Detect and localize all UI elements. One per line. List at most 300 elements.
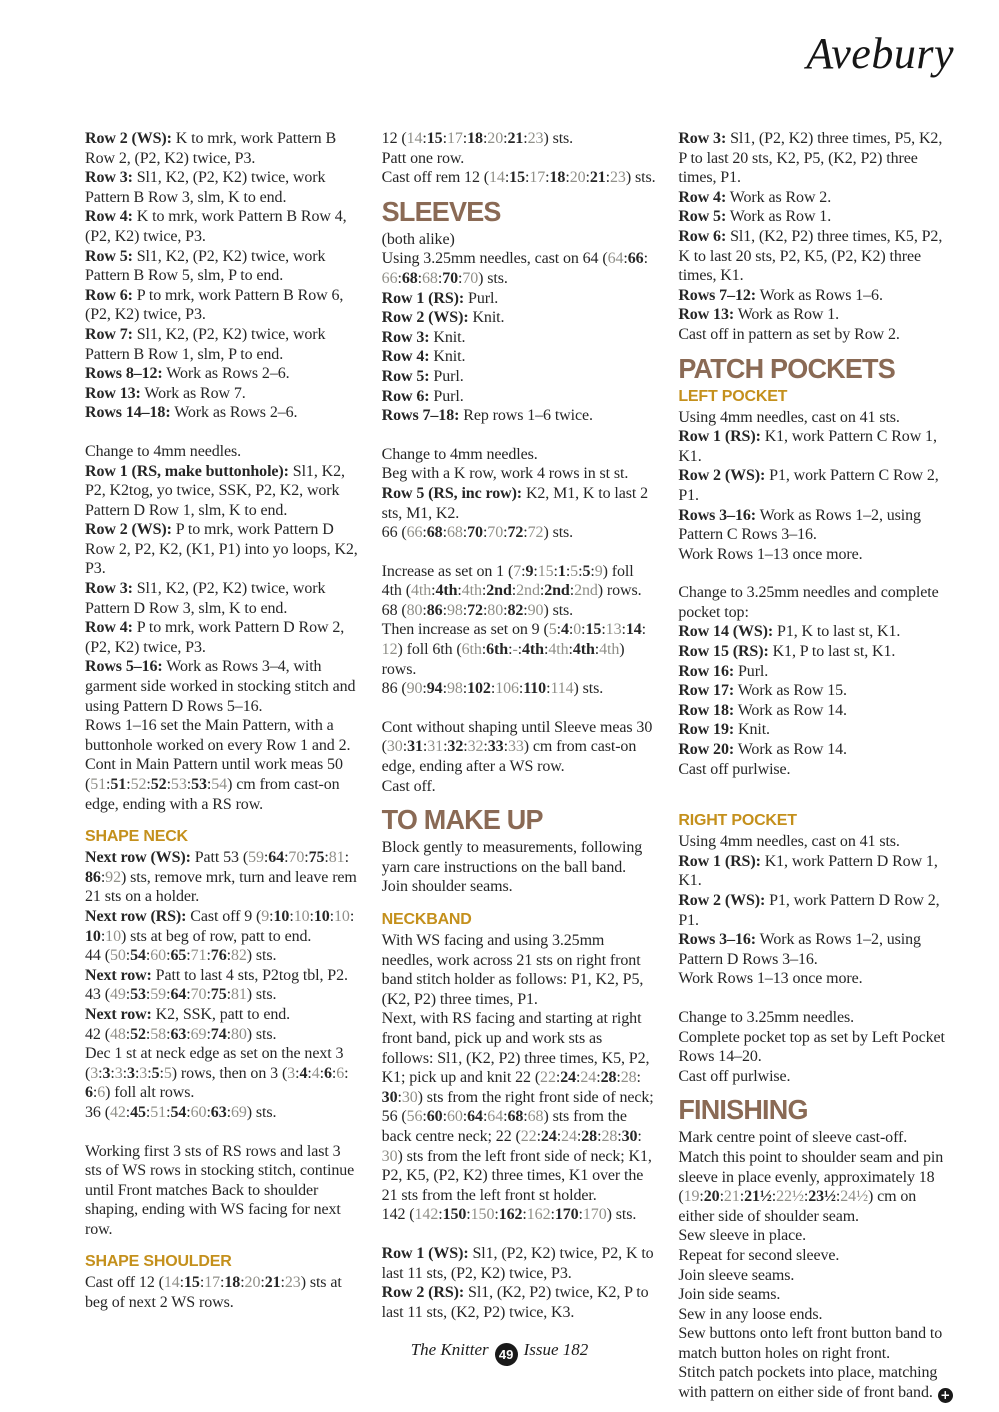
end-of-pattern-icon: + (938, 1388, 953, 1403)
body-text: Then increase as set on 9 (381, 621, 544, 639)
size-value: 81 (328, 849, 345, 867)
paragraph (678, 506, 954, 545)
size-list: (22:24:24:28:28:30:30) (381, 1127, 642, 1165)
size-value: 110 (523, 680, 547, 698)
size-value: 80 (487, 601, 504, 619)
paragraph (382, 464, 658, 484)
body-text: Sew buttons onto left front button band to match button holes on right front. (678, 1325, 943, 1362)
row-label: Row 2 (RS): (381, 1284, 465, 1302)
paragraph-gap (382, 543, 658, 562)
size-value: 72 (507, 524, 524, 542)
body-text: Work as Row 1. (726, 208, 832, 226)
body-text: Sl1, (K2, P2) twice, K2, P to last 11 sts, (K2, P2) twice, K3. (381, 1284, 649, 1321)
paragraph (382, 406, 658, 426)
paragraph (382, 877, 658, 897)
section-heading: PATCH POCKETS (678, 352, 895, 384)
paragraph-gap (678, 779, 954, 798)
body-text: Cont without shaping until Sleeve meas 30 (381, 718, 653, 736)
size-value: 4 (299, 1064, 308, 1082)
size-list: (48:52:58:63:69:74:80) (104, 1025, 253, 1043)
body-text: Block gently to measurements, following yarn care instructions on the ball band. (381, 839, 643, 876)
size-value: 6th (461, 641, 482, 659)
body-text: P to mrk, work Pattern B Row 6, (P2, K2) twice, P3. (85, 286, 344, 324)
body-text: Cast off purlwise. (678, 1067, 791, 1085)
size-value: 15 (184, 1274, 200, 1292)
paragraph (678, 325, 954, 345)
body-text: Beg with a K row, work 4 rows in st st. (381, 465, 629, 483)
size-value: 15 (509, 169, 525, 187)
paragraph (678, 1226, 954, 1246)
size-value: 90 (527, 601, 544, 619)
paragraph (382, 1244, 658, 1283)
size-value: 65 (170, 947, 187, 965)
size-value: 31 (427, 738, 444, 756)
body-text: K1, work Pattern C Row 1, K1. (678, 428, 937, 465)
size-list: (19:20:21:21½:22½:23½:24½) (678, 1188, 874, 1206)
body-text: Using 4mm needles, cast on 41 sts. (678, 833, 900, 851)
size-value: 3 (90, 1064, 99, 1082)
size-list: (14:15:17:18:20:21:23) (401, 130, 549, 147)
size-value: 68 (401, 269, 418, 287)
size-value: 4th (522, 641, 544, 659)
size-value: 24 (580, 1069, 597, 1087)
size-value: 54 (130, 947, 146, 965)
size-value: 71 (190, 947, 207, 965)
body-text: sts, remove mrk, turn and leave rem 21 sts on a holder. (85, 868, 357, 906)
size-value: 17 (204, 1274, 221, 1292)
body-text: Work as Row 7. (140, 384, 246, 402)
body-text: 66 (381, 524, 402, 542)
page-header (0, 0, 999, 85)
row-label: Rows 8–12: (85, 365, 163, 383)
body-text: P1, work Pattern D Row 2, P1. (678, 892, 940, 929)
size-value: 4th (572, 641, 595, 659)
paragraph (678, 545, 954, 565)
paragraph (678, 1028, 954, 1067)
size-value: 30 (621, 1127, 638, 1145)
body-text: 44 (85, 947, 105, 965)
body-text: Join sleeve seams. (678, 1266, 795, 1284)
size-value: 51 (150, 1103, 167, 1121)
row-label: Row 16: (678, 662, 735, 680)
paragraph (85, 1044, 361, 1103)
size-value: 80 (406, 601, 423, 619)
size-value: 28 (581, 1127, 598, 1145)
body-text: Cast off 9 (186, 907, 257, 925)
size-value: 4 (560, 621, 569, 639)
size-list: (9:10:10:10:10:10:10) (85, 907, 355, 945)
body-text: sts. (252, 1025, 277, 1043)
size-value: 81 (230, 986, 247, 1004)
paragraph (382, 1009, 658, 1205)
size-value: 54 (211, 776, 228, 793)
size-value: 14 (406, 130, 423, 147)
body-text: Work as Row 2. (726, 188, 832, 206)
paragraph (85, 946, 361, 966)
section-heading: FINISHING (678, 1094, 808, 1126)
size-list: (51:51:52:52:53:53:54) (85, 776, 233, 793)
paragraph (382, 718, 658, 777)
size-value: 53 (130, 986, 146, 1004)
size-value: 45 (130, 1103, 146, 1121)
size-value: 6 (97, 1084, 106, 1102)
body-text: Purl. (429, 387, 464, 405)
size-value: 28 (601, 1127, 618, 1145)
size-value: 59 (150, 986, 167, 1004)
paragraph (85, 618, 361, 657)
size-value: 170 (554, 1206, 579, 1224)
size-value: 14 (489, 169, 505, 187)
paragraph (678, 466, 954, 505)
paragraph (678, 286, 954, 306)
paragraph (382, 620, 658, 679)
size-value: 14 (163, 1274, 180, 1292)
paragraph-gap (85, 1123, 361, 1142)
size-value: 60 (190, 1103, 207, 1121)
size-value: 33 (487, 738, 504, 756)
paragraph (678, 1363, 954, 1403)
body-text: P1, K to last st, K1. (773, 623, 901, 641)
row-label: Rows 3–16: (678, 931, 757, 949)
paragraph-gap (678, 989, 954, 1008)
body-text: 42 (85, 1025, 105, 1043)
paragraph (85, 1025, 361, 1045)
paragraph (678, 720, 954, 740)
size-list: (50:54:60:65:71:76:82) (104, 947, 253, 965)
size-value: 2nd (574, 582, 598, 600)
body-text: Work as Rows 1–2, using Pattern C Rows 3–16. (678, 506, 921, 544)
body-text: Work as Row 14. (734, 741, 847, 759)
body-text: foll 4th (381, 562, 634, 600)
size-value: 90 (406, 680, 423, 698)
body-text: 68 (381, 601, 402, 619)
paragraph-gap (382, 699, 658, 718)
size-value: 53 (170, 776, 187, 793)
size-value: 60 (426, 1108, 443, 1126)
size-list: (59:64:70:75:81:86:92) (85, 849, 349, 886)
size-value: 30 (381, 1147, 398, 1165)
size-value: 162 (498, 1206, 523, 1224)
size-value: 32 (447, 738, 464, 756)
body-text: Patt 53 (190, 849, 243, 867)
size-value: 2nd (516, 582, 540, 600)
body-text: Work Rows 1–13 once more. (678, 970, 863, 988)
row-label: Row 3: (85, 169, 133, 187)
size-value: 12 (381, 641, 398, 659)
body-text: Knit. (429, 328, 466, 346)
body-text: cm from cast-on edge, ending with a RS row. (85, 776, 340, 813)
paragraph (85, 755, 361, 814)
body-text: Cast off. (381, 777, 436, 795)
size-value: 14 (625, 621, 642, 639)
row-label: Rows 7–12: (678, 286, 757, 304)
size-value: 162 (526, 1206, 551, 1224)
paragraph (85, 1005, 361, 1025)
body-text: rows. (603, 582, 642, 600)
size-value: 22½ (776, 1188, 804, 1206)
body-text: Patt one row. (381, 149, 465, 167)
body-text: cm on either side of shoulder seam. (678, 1188, 917, 1225)
body-text: Sl1, (P2, K2) twice, P2, K to last 11 sts, (P2, K2) twice, P3. (381, 1244, 654, 1282)
pattern-title: Avebury (806, 29, 954, 78)
paragraph (85, 520, 361, 579)
row-label: Row 2 (WS): (678, 467, 766, 485)
size-value: 150 (470, 1206, 495, 1224)
size-value: 22 (520, 1127, 537, 1145)
paragraph (678, 1305, 954, 1325)
size-value: 60 (150, 947, 167, 965)
size-value: 80 (230, 1025, 247, 1043)
paragraph (382, 129, 658, 149)
size-value: 66 (627, 250, 644, 268)
size-value: 72 (467, 601, 483, 619)
body-text: Cast off rem 12 (381, 169, 484, 187)
paragraph (678, 930, 954, 969)
size-value: 68 (446, 524, 463, 542)
size-value: 0 (573, 621, 582, 639)
body-text: Work as Rows 3–4, with garment side worked in stocking stitch and using Pattern D Rows 5–16. (85, 658, 356, 715)
body-text: K2, M1, K to last 2 sts, M1, K2. (381, 484, 649, 522)
size-value: 52 (130, 776, 147, 793)
paragraph (678, 1148, 954, 1226)
size-value: 6 (323, 1064, 332, 1082)
size-value: 51 (110, 776, 127, 793)
body-text: Cast off in pattern as set by Row 2. (678, 325, 900, 343)
size-value: 4th (599, 641, 620, 659)
row-label: Row 19: (678, 721, 735, 739)
size-list: (4th:4th:4th:2nd:2nd:2nd:2nd) (405, 582, 603, 600)
paragraph (382, 367, 658, 387)
size-value: 21 (507, 130, 524, 147)
size-list: (56:60:60:64:64:68:68) (401, 1108, 549, 1126)
body-text: Work as Row 14. (734, 701, 847, 719)
paragraph (85, 403, 361, 423)
paragraph (678, 1246, 954, 1266)
body-text: Sl1, K2, P2, K2tog, yo twice, SSK, P2, K2, work Pattern D Row 1, slm, K to end. (85, 462, 345, 519)
paragraph (382, 168, 658, 188)
section-heading: SLEEVES (381, 195, 501, 227)
size-value: 15 (426, 130, 443, 147)
paragraph (382, 249, 658, 288)
size-value: 15 (585, 621, 602, 639)
size-value: 5 (582, 562, 591, 580)
paragraph (382, 328, 658, 348)
row-label: Row 2 (WS): (85, 521, 172, 539)
body-text: Change to 3.25mm needles and complete pocket top: (678, 584, 939, 621)
body-text: 142 (381, 1206, 410, 1224)
paragraph (85, 384, 361, 404)
size-value: 64 (607, 250, 624, 268)
paragraph (382, 562, 658, 601)
body-text: Change to 4mm needles. (381, 445, 538, 463)
body-text: Sl1, (P2, K2) three times, P5, K2, P to last 20 sts, K2, P5, (K2, P2) three times, P1. (678, 130, 943, 187)
size-value: 20 (569, 169, 586, 187)
sub-heading: SHAPE NECK (85, 828, 188, 846)
paragraph (678, 1067, 954, 1087)
size-value: 17 (529, 169, 546, 187)
size-list: (14:15:17:18:20:21:23) (158, 1274, 306, 1292)
body-text: sts. (252, 986, 277, 1004)
body-text: Join side seams. (678, 1286, 781, 1304)
size-value: 150 (442, 1206, 467, 1224)
paragraph (382, 777, 658, 797)
row-label: Row 13: (85, 384, 141, 402)
size-value: 30 (386, 738, 403, 756)
size-value: 30 (381, 1088, 398, 1106)
body-text: foll alt rows. (110, 1084, 195, 1102)
size-value: 22 (540, 1069, 556, 1087)
row-label: Row 5: (85, 247, 133, 265)
size-value: 52 (150, 776, 167, 793)
size-value: 98 (446, 680, 463, 698)
paragraph (382, 601, 658, 621)
paragraph (678, 408, 954, 428)
size-value: 7 (513, 562, 522, 580)
paragraph (382, 679, 658, 699)
body-text: Cast off purlwise. (678, 760, 791, 778)
sub-heading: RIGHT POCKET (678, 812, 797, 830)
body-text: sts at beg of next 2 WS rows. (85, 1274, 342, 1312)
paragraph (678, 969, 954, 989)
size-value: 98 (446, 601, 463, 619)
paragraph (678, 852, 954, 891)
body-text: Work Rows 1–13 once more. (678, 545, 863, 563)
row-label: Row 6: (678, 227, 727, 245)
row-label: Row 4: (381, 348, 430, 366)
body-text: Change to 4mm needles. (85, 442, 241, 460)
size-value: 56 (406, 1108, 423, 1126)
pattern-columns (85, 129, 954, 1403)
size-value: 15 (537, 562, 554, 580)
size-value: 4th (548, 641, 569, 659)
size-value: 64 (268, 849, 285, 867)
body-text: sts. (548, 130, 574, 147)
body-text: K2, SSK, patt to end. (151, 1005, 291, 1023)
row-label: Row 17: (678, 682, 735, 700)
body-text: Work as Rows 2–6. (170, 404, 298, 422)
size-value: 10 (105, 927, 121, 945)
size-list: (14:15:17:18:20:21:23) (483, 169, 632, 187)
size-value: 70 (462, 269, 479, 287)
body-text: Mark centre point of sleeve cast-off. (678, 1129, 908, 1147)
row-label: Row 1 (WS): (381, 1244, 469, 1262)
size-value: 19 (683, 1188, 700, 1206)
size-value: 10 (334, 907, 350, 925)
size-list: (64:66:66:68:68:70:70) (381, 250, 648, 287)
paragraph (85, 579, 361, 618)
body-text: With WS facing and using 3.25mm needles, work across 21 sts on right front band stitch holder as follows: P1, K2, P5, (K2, P2) three times, P1. (381, 932, 644, 1008)
size-list: (7:9:15:1:5:5:9) (507, 562, 608, 580)
size-value: 21 (589, 169, 606, 187)
row-label: Row 2 (WS): (381, 309, 469, 327)
size-value: 75 (210, 986, 227, 1004)
body-text: sts from the back centre neck; 22 (381, 1108, 627, 1145)
body-text: sts at beg of row, patt to end. (126, 927, 312, 945)
size-value: 70 (190, 986, 207, 1004)
body-text: P1, work Pattern C Row 2, P1. (678, 467, 939, 504)
size-value: 75 (308, 849, 325, 867)
size-value: 74 (210, 1025, 227, 1043)
size-value: 3 (127, 1064, 135, 1082)
size-value: 106 (495, 680, 519, 698)
size-value: 17 (446, 130, 463, 147)
size-value: 102 (467, 680, 491, 698)
size-list: (5:4:0:15:13:14:12) (381, 621, 647, 659)
row-label: Row 20: (678, 741, 735, 759)
size-value: 18 (549, 169, 566, 187)
size-value: 49 (109, 986, 126, 1004)
body-text: Sew in any loose ends. (678, 1305, 823, 1323)
size-value: 54 (170, 1103, 187, 1121)
paragraph (678, 207, 954, 227)
size-value: 23 (284, 1274, 301, 1292)
size-list: (3:3:3:3:3:5:5) (85, 1064, 177, 1082)
size-value: 48 (109, 1025, 126, 1043)
size-value: 64 (467, 1108, 483, 1126)
body-text: Sl1, (K2, P2) three times, K5, P2, K to last 20 sts, P2, K5, (P2, K2) three times, K1. (678, 227, 943, 285)
size-list: (3:4:4:6:6:6:6) (85, 1064, 349, 1102)
paragraph (382, 484, 658, 523)
size-value: 5 (163, 1064, 172, 1082)
body-text: Change to 3.25mm needles. (678, 1008, 855, 1026)
body-text: P to mrk, work Pattern D Row 2, (P2, K2) twice, P3. (85, 619, 345, 656)
row-label: Rows 7–18: (381, 407, 460, 425)
paragraph-gap (382, 426, 658, 445)
size-value: 52 (130, 1025, 146, 1043)
size-list: (22:24:24:28:28:30:30) (381, 1069, 641, 1106)
size-value: 82 (507, 601, 524, 619)
body-text: Knit. (468, 309, 505, 327)
magazine-name: The Knitter (410, 1340, 489, 1359)
paragraph (678, 1008, 954, 1028)
paragraph (85, 442, 361, 462)
size-value: 69 (230, 1103, 247, 1121)
size-value: 3 (139, 1064, 148, 1082)
size-value: 69 (190, 1025, 207, 1043)
size-value: 10 (293, 907, 310, 925)
size-value: 70 (442, 269, 458, 287)
size-value: 4th (461, 582, 482, 600)
body-text: cm from cast-on edge, ending after a WS row. (381, 738, 637, 776)
paragraph (382, 387, 658, 407)
size-value: 66 (381, 269, 398, 287)
sub-heading: SHAPE SHOULDER (85, 1253, 232, 1271)
size-value: 21½ (744, 1188, 772, 1206)
paragraph (382, 523, 658, 543)
size-value: 58 (150, 1025, 167, 1043)
size-value: 142 (414, 1206, 439, 1224)
size-value: 6th (486, 641, 509, 659)
body-text: Purl. (734, 662, 769, 680)
paragraph (678, 129, 954, 188)
body-text: sts. (578, 680, 604, 698)
page-number-badge: 49 (495, 1343, 518, 1366)
paragraph (678, 701, 954, 721)
body-text: Using 3.25mm needles, cast on 64 (381, 250, 603, 268)
body-text: Next, with RS facing and starting at right front band, pick up and work sts as follows: Sl1, (K2, P2) three times, K5, P2, K1; pick up and knit 22 (381, 1010, 650, 1087)
size-value: 28 (600, 1069, 617, 1087)
size-value: 68 (527, 1108, 544, 1126)
body-text: Sl1, K2, (P2, K2) twice, work Pattern B Row 1, slm, P to end. (85, 325, 326, 363)
size-value: 68 (422, 269, 438, 287)
paragraph (85, 207, 361, 246)
paragraph (678, 760, 954, 780)
size-value: 70 (487, 524, 504, 542)
size-value: 51 (90, 776, 107, 793)
row-label: Row 13: (678, 306, 735, 324)
paragraph (678, 1285, 954, 1305)
size-value: 5 (548, 621, 557, 639)
